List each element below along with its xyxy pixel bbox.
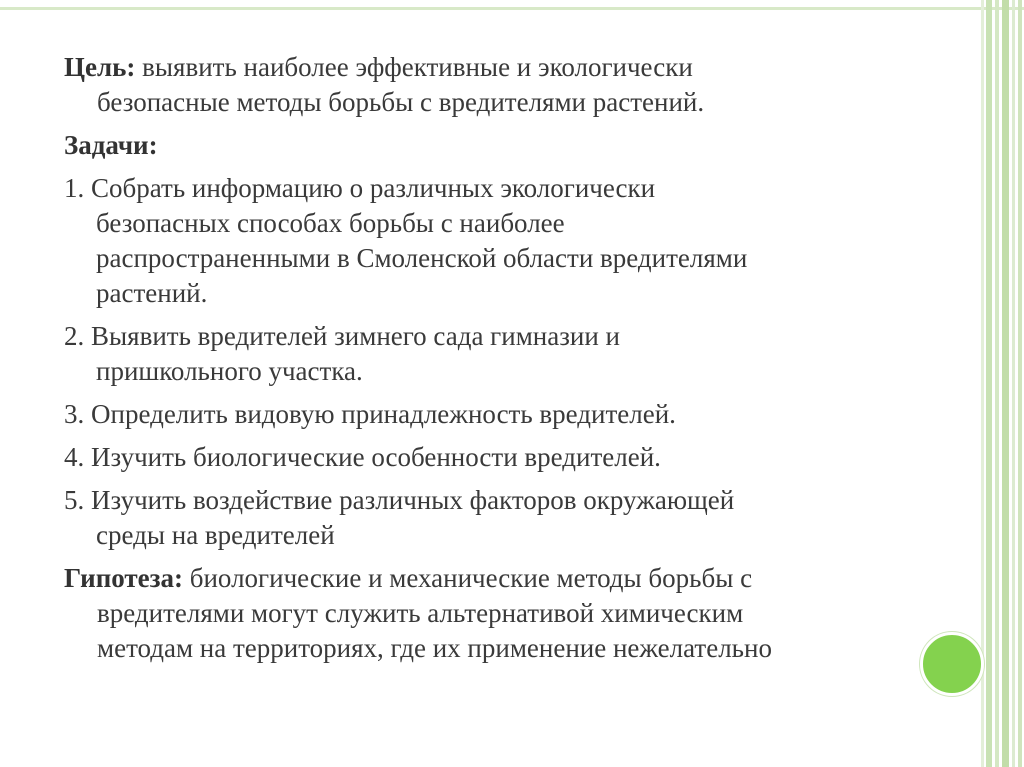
task-item-1: 1. Собрать информацию о различных экологически безопасных способах борьбы с наиболее распространенными в Смоленской области вредителями растений. bbox=[64, 173, 748, 308]
hypothesis-label: Гипотеза: bbox=[64, 563, 183, 593]
slide-content bbox=[64, 50, 934, 666]
task-item-4: 4. Изучить биологические особенности вредителей. bbox=[64, 442, 661, 472]
decor-stripe bbox=[1018, 0, 1022, 767]
goal-line: выявить наиболее эффективные и экологически bbox=[142, 52, 693, 82]
tasks-heading: Задачи: bbox=[64, 130, 158, 160]
task-item-5: 5. Изучить воздействие различных факторов окружающей среды на вредителей bbox=[64, 485, 735, 550]
decor-stripe bbox=[1002, 0, 1009, 767]
decor-stripe bbox=[1012, 0, 1015, 767]
goal-label: Цель: bbox=[64, 52, 136, 82]
hypothesis-paragraph: Гипотеза: биологические и механические методы борьбы с вредителями могут служить альтернативой химическим методам на территориях, где их применение нежелательно bbox=[64, 563, 772, 663]
task-number: 2. bbox=[64, 321, 85, 351]
goal-line: безопасные методы борьбы с вредителями растений. bbox=[97, 87, 705, 117]
task-number: 3. bbox=[64, 399, 85, 429]
decor-stripe bbox=[986, 0, 992, 767]
task-number: 5. bbox=[64, 485, 85, 515]
task-number: 4. bbox=[64, 442, 85, 472]
task-item-2: 2. Выявить вредителей зимнего сада гимназии и пришкольного участка. bbox=[64, 321, 620, 386]
decor-stripe bbox=[995, 0, 999, 767]
task-item-3: 3. Определить видовую принадлежность вредителей. bbox=[64, 399, 676, 429]
top-decor-line bbox=[0, 7, 1024, 10]
task-number: 1. bbox=[64, 173, 85, 203]
goal-paragraph bbox=[64, 50, 934, 120]
